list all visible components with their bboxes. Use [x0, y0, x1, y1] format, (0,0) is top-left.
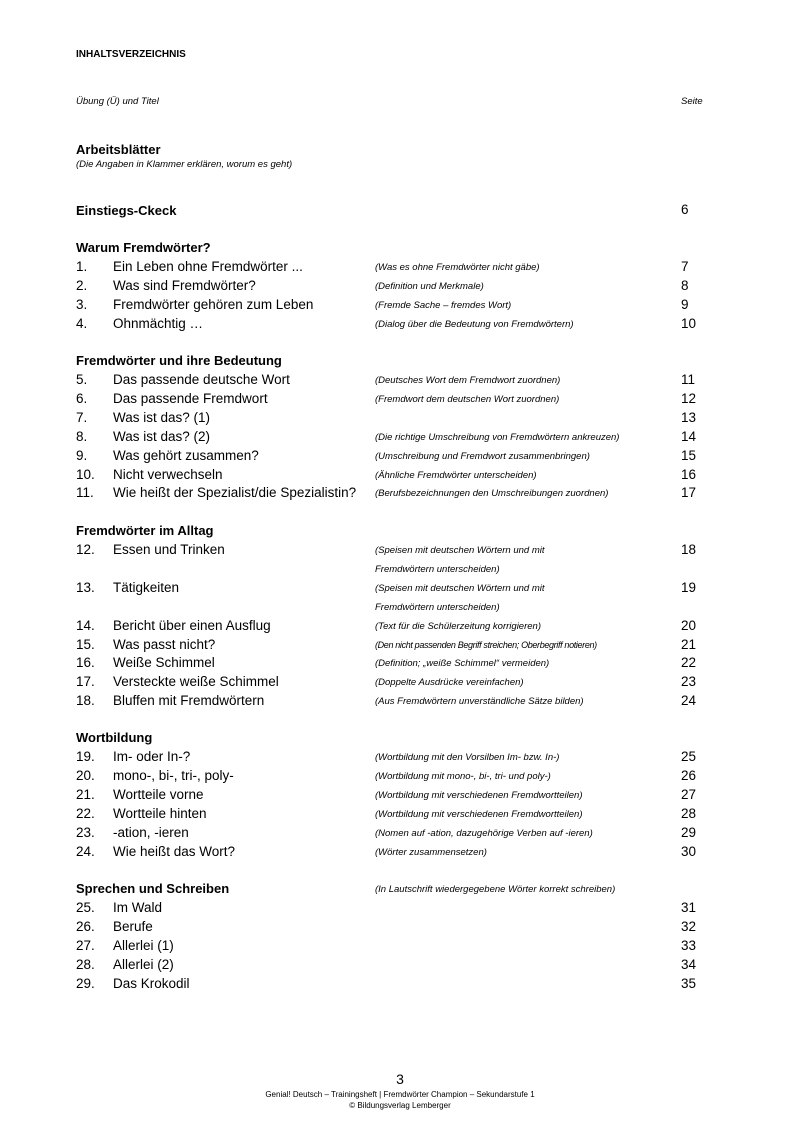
entry-number: 12. — [76, 542, 95, 557]
entry-description: (Text für die Schülerzeitung korrigieren) — [375, 620, 541, 632]
entry-description: (Dialog über die Bedeutung von Fremdwörtern) — [375, 318, 574, 330]
entry-description: (Den nicht passenden Begriff streichen; Oberbegriff notieren) — [375, 639, 597, 650]
entry-page: 16 — [681, 466, 697, 482]
entry-description: (Speisen mit deutschen Wörtern und mit — [375, 582, 545, 594]
entry-number: 23. — [76, 824, 95, 840]
entry-title: Berufe — [113, 918, 153, 934]
entry-title: Das passende Fremdwort — [113, 390, 268, 406]
toc-entry — [0, 372, 800, 391]
section-title: Fremdwörter und ihre Bedeutung — [76, 353, 282, 368]
toc-entry — [0, 957, 800, 976]
section-title: Sprechen und Schreiben — [76, 881, 230, 896]
entry-page: 15 — [681, 447, 697, 463]
entry-title: Allerlei (1) — [113, 937, 174, 953]
entry-description-continued: Fremdwörtern unterscheiden) — [375, 601, 500, 613]
entry-page: 8 — [681, 277, 689, 293]
entry-title: Im- oder In-? — [113, 749, 191, 764]
entry-number: 8. — [76, 428, 88, 444]
entry-number: 5. — [76, 372, 88, 387]
toc-entry — [0, 316, 800, 335]
toc-entry — [0, 278, 800, 297]
entry-page: 30 — [681, 843, 697, 859]
entry-number: 20. — [76, 767, 95, 783]
entry-description: (Ähnliche Fremdwörter unterscheiden) — [375, 469, 537, 481]
entry-number: 15. — [76, 636, 95, 652]
toc-entry — [0, 768, 800, 787]
entry-description: (Definition und Merkmale) — [375, 280, 484, 292]
entry-page: 35 — [681, 975, 697, 991]
entry-page: 20 — [681, 617, 697, 633]
toc-entry — [0, 485, 800, 504]
entry-description-continued: Fremdwörtern unterscheiden) — [375, 564, 500, 575]
entry-description: (Wörter zusammensetzen) — [375, 846, 487, 858]
entry-description: (Wortbildung mit den Vorsilben Im- bzw. In-) — [375, 752, 560, 763]
entry-number: 22. — [76, 805, 95, 821]
footer-copyright: © Bildungsverlag Lemberger — [349, 1101, 451, 1110]
entry-title: Essen und Trinken — [113, 542, 225, 557]
toc-entry — [0, 259, 800, 278]
entry-number: 7. — [76, 409, 88, 425]
entry-title: mono-, bi-, tri-, poly- — [113, 767, 234, 783]
toc-entry — [0, 637, 800, 656]
worksheets-heading: Arbeitsblätter — [76, 142, 161, 157]
entry-page: 11 — [681, 372, 696, 387]
entry-title: -ation, -ieren — [113, 824, 189, 840]
toc-entry — [0, 938, 800, 957]
entry-description: (Wortbildung mit mono-, bi-, tri- und poly-) — [375, 770, 551, 782]
entry-description: (Definition; „weiße Schimmel“ vermeiden) — [375, 658, 550, 670]
entry-title: Versteckte weiße Schimmel — [113, 674, 279, 690]
entry-title: Im Wald — [113, 900, 163, 915]
entry-page: 10 — [681, 315, 697, 331]
entry-title: Wortteile vorne — [113, 786, 204, 802]
entry-description: (Fremde Sache – fremdes Wort) — [375, 299, 512, 311]
entry-number: 28. — [76, 956, 95, 972]
worksheets-note: (Die Angaben in Klammer erklären, worum es geht) — [76, 159, 293, 170]
entry-page: 29 — [681, 824, 697, 840]
entry-description: (Was es ohne Fremdwörter nicht gäbe) — [375, 262, 540, 273]
entry-number: 16. — [76, 655, 95, 671]
entry-number: 21. — [76, 786, 95, 802]
entry-title: Ein Leben ohne Fremdwörter ... — [113, 259, 303, 274]
entry-number: 4. — [76, 315, 88, 331]
entry-page: 31 — [681, 900, 697, 915]
entry-page: 9 — [681, 296, 689, 312]
entry-page: 25 — [681, 749, 697, 764]
toc-entry — [0, 976, 800, 995]
entry-page: 27 — [681, 786, 697, 802]
toc-entry — [0, 410, 800, 429]
entry-page: 12 — [681, 390, 697, 406]
toc-entry — [0, 749, 800, 768]
toc-entry — [0, 787, 800, 806]
entry-title: Das Krokodil — [113, 975, 190, 991]
entry-description: (Nomen auf -ation, dazugehörige Verben auf -ieren) — [375, 827, 593, 839]
toc-entry — [0, 825, 800, 844]
entry-page: 32 — [681, 918, 697, 934]
entry-number: 14. — [76, 617, 95, 633]
entry-number: 19. — [76, 749, 95, 764]
entry-page: 33 — [681, 937, 697, 953]
toc-entry — [0, 429, 800, 448]
entry-page: 26 — [681, 767, 697, 783]
entry-page: 17 — [681, 485, 697, 501]
entry-number: 6. — [76, 390, 88, 406]
entry-description: (Die richtige Umschreibung von Fremdwörtern ankreuzen) — [375, 431, 620, 443]
entry-title: Ohnmächtig … — [113, 315, 204, 331]
entry-title: Fremdwörter gehören zum Leben — [113, 296, 314, 312]
section-title: Wortbildung — [76, 730, 153, 745]
entry-page: 13 — [681, 409, 697, 425]
entry-title: Was ist das? (2) — [113, 428, 211, 444]
section-description: (In Lautschrift wiedergegebene Wörter korrekt schreiben) — [375, 884, 616, 895]
entry-number: 13. — [76, 579, 95, 595]
toc-entry — [0, 919, 800, 938]
toc-entry — [0, 448, 800, 467]
entry-title: Bluffen mit Fremdwörtern — [113, 693, 265, 709]
toc-entry — [0, 655, 800, 674]
entry-title: Wie heißt das Wort? — [113, 843, 236, 859]
toc-entry — [0, 900, 800, 919]
entry-page: 28 — [681, 805, 697, 821]
toc-entry — [0, 579, 800, 613]
entry-description: (Fremdwort dem deutschen Wort zuordnen) — [375, 393, 560, 405]
entry-page: 23 — [681, 674, 697, 690]
entry-number: 11. — [76, 485, 94, 501]
entry-number: 2. — [76, 277, 88, 293]
toc-entry — [0, 674, 800, 693]
entry-title: Das passende deutsche Wort — [113, 372, 290, 387]
entry-page: 22 — [681, 655, 697, 671]
footer-publication: Genial! Deutsch – Trainingsheft | Fremdwörter Champion – Sekundarstufe 1 — [265, 1090, 535, 1099]
toc-entry — [0, 693, 800, 712]
toc-entry — [0, 297, 800, 316]
entry-description: (Wortbildung mit verschiedenen Fremdwortteilen) — [375, 808, 583, 820]
entry-number: 24. — [76, 843, 95, 859]
entry-title: Was gehört zusammen? — [113, 447, 259, 463]
entry-page: 24 — [681, 693, 697, 709]
entry-check-title: Einstiegs-Ckeck — [76, 203, 177, 218]
toc-entry — [0, 618, 800, 637]
entry-number: 29. — [76, 975, 95, 991]
entry-title: Wortteile hinten — [113, 805, 207, 821]
toc-entry — [0, 467, 800, 486]
entry-description: (Speisen mit deutschen Wörtern und mit — [375, 545, 545, 556]
entry-page: 14 — [681, 428, 697, 444]
entry-title: Tätigkeiten — [113, 579, 180, 595]
entry-page: 21 — [681, 636, 697, 652]
toc-entry — [0, 391, 800, 410]
entry-page: 34 — [681, 956, 697, 972]
entry-page: 18 — [681, 542, 697, 557]
entry-number: 17. — [76, 674, 95, 690]
entry-description: (Aus Fremdwörtern unverständliche Sätze bilden) — [375, 696, 584, 708]
entry-number: 18. — [76, 693, 95, 709]
entry-number: 27. — [76, 937, 95, 953]
entry-description: (Wortbildung mit verschiedenen Fremdwortteilen) — [375, 789, 583, 801]
entry-description: (Umschreibung und Fremdwort zusammenbringen) — [375, 450, 590, 462]
toc-entry — [0, 806, 800, 825]
entry-title: Was passt nicht? — [113, 636, 216, 652]
entry-title: Nicht verwechseln — [113, 466, 223, 482]
toc-entry — [0, 844, 800, 863]
column-heading-exercise: Übung (Ü) und Titel — [76, 96, 159, 107]
entry-title: Allerlei (2) — [113, 956, 174, 972]
entry-title: Was ist das? (1) — [113, 409, 211, 425]
entry-title: Bericht über einen Ausflug — [113, 617, 271, 633]
entry-number: 9. — [76, 447, 88, 463]
entry-description: (Doppelte Ausdrücke vereinfachen) — [375, 677, 524, 689]
entry-title: Wie heißt der Spezialist/die Spezialistin? — [113, 485, 357, 501]
entry-page: 19 — [681, 579, 697, 595]
column-heading-page: Seite — [681, 96, 703, 107]
section-title: Fremdwörter im Alltag — [76, 523, 214, 538]
entry-number: 25. — [76, 900, 95, 915]
entry-check-page: 6 — [681, 202, 689, 217]
entry-page: 7 — [681, 259, 689, 274]
entry-number: 1. — [76, 259, 88, 274]
entry-number: 10. — [76, 466, 95, 482]
entry-description: (Deutsches Wort dem Fremdwort zuordnen) — [375, 375, 561, 386]
entry-number: 26. — [76, 918, 95, 934]
toc-entry — [0, 542, 800, 575]
section-title: Warum Fremdwörter? — [76, 240, 211, 255]
document-title: INHALTSVERZEICHNIS — [76, 49, 186, 60]
entry-title: Weiße Schimmel — [113, 655, 215, 671]
page-number: 3 — [396, 1071, 404, 1087]
entry-description: (Berufsbezeichnungen den Umschreibungen zuordnen) — [375, 488, 609, 500]
entry-title: Was sind Fremdwörter? — [113, 277, 256, 293]
entry-number: 3. — [76, 296, 88, 312]
